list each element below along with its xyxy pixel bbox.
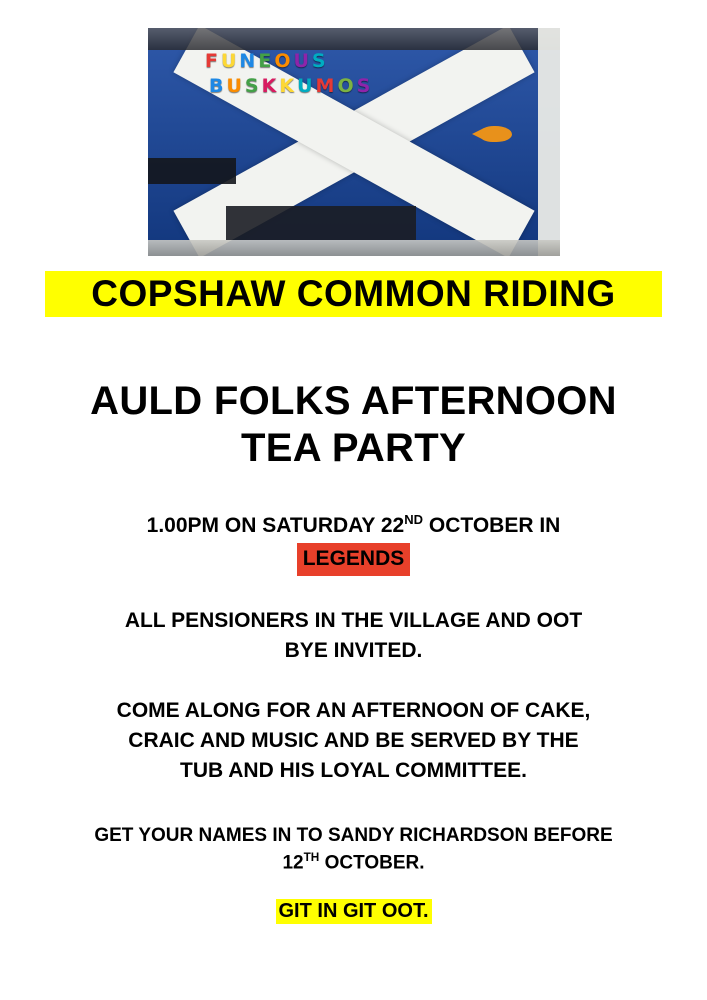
painted-letter-row-2: B U S K K U M O S — [209, 75, 372, 97]
rsvp-deadline-day: 12 — [282, 852, 304, 874]
photo-top-strip — [148, 28, 560, 50]
painted-letter-banner — [204, 52, 414, 96]
rsvp-ordinal-suffix: TH — [303, 850, 320, 864]
event-datetime-line — [0, 511, 707, 541]
headline-line-1: AULD FOLKS AFTERNOON — [90, 379, 617, 423]
rsvp-deadline-month: OCTOBER. — [319, 852, 425, 874]
description-paragraph — [0, 696, 707, 785]
footer-slogan: GIT IN GIT OOT. — [276, 899, 432, 924]
photo-left-dark-block — [148, 158, 236, 184]
rsvp-line-2 — [0, 850, 707, 877]
goldfish-icon — [472, 124, 516, 144]
venue-name: LEGENDS — [297, 543, 411, 576]
goldfish-body — [480, 126, 512, 142]
event-title: COPSHAW COMMON RIDING — [91, 273, 616, 314]
footer-slogan-block — [0, 899, 707, 924]
event-title-band — [45, 271, 662, 317]
event-month-in: OCTOBER IN — [423, 514, 561, 537]
headline — [0, 378, 707, 472]
headline-line-2: TEA PARTY — [241, 426, 466, 471]
description-line-3: TUB AND HIS LOYAL COMMITTEE. — [180, 758, 527, 782]
invitation-line-2: BYE INVITED. — [284, 638, 423, 662]
photo-bottom-strip — [148, 240, 560, 256]
painted-letter-row-1: F U N E O U S — [205, 50, 327, 72]
description-line-2: CRAIC AND MUSIC AND BE SERVED BY THE — [128, 728, 579, 752]
flag-photo — [148, 28, 560, 256]
event-datetime-block — [0, 511, 707, 576]
event-time-date: 1.00PM ON SATURDAY 22 — [146, 514, 405, 537]
invitation-line-1: ALL PENSIONERS IN THE VILLAGE AND OOT — [124, 609, 583, 632]
invitation-paragraph — [0, 606, 707, 666]
description-line-1: COME ALONG FOR AN AFTERNOON OF CAKE, — [116, 699, 591, 722]
venue-line — [0, 541, 707, 576]
photo-bottom-dark-block — [226, 206, 416, 240]
rsvp-paragraph — [0, 823, 707, 877]
photo-right-edge — [538, 28, 560, 256]
rsvp-line-1: GET YOUR NAMES IN TO SANDY RICHARDSON BEFORE — [94, 825, 613, 846]
date-ordinal-suffix: ND — [404, 512, 424, 527]
